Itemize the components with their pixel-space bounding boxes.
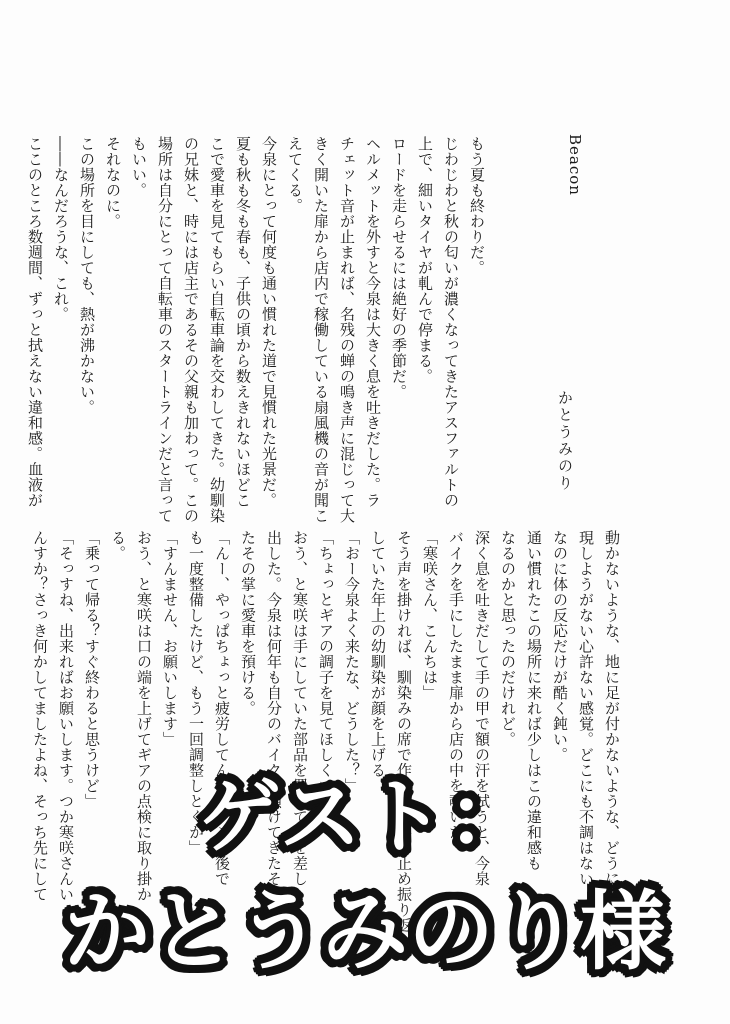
- text-line: おう、と寒咲は口の端を上げてギアの点検に取り掛か: [135, 530, 153, 902]
- text-line: なるのかと思ったのだけれど。: [499, 530, 517, 747]
- text-line: 「ちょっとギアの調子を見てほしくて」: [317, 530, 335, 809]
- text-line: 動かないような、地に足が付かないような、どうに: [603, 530, 621, 887]
- text-line: 出した。今泉は何年も自分のバイクを預けてきたそ: [265, 530, 283, 887]
- text-line: この場所を目にしても、熱が沸かない。: [78, 136, 96, 415]
- text-line: バイクを手にしたまま扉から店の中を覗いた。: [447, 530, 465, 856]
- text-line: おう、と寒咲は手にしていた部品を置いて手を差し: [291, 530, 309, 887]
- text-line: なのに体の反応だけが酷く鈍い。: [551, 530, 569, 763]
- text-line: 「すんません、お願いします」: [161, 530, 179, 747]
- guest-name: かとうみのり様: [64, 882, 666, 982]
- text-line: 上で、細いタイヤが軋んで停まる。: [416, 136, 434, 384]
- text-line: んすか？さっき何かしてましたよね、そっち先にして: [31, 530, 49, 902]
- text-line: それなのに。: [104, 136, 122, 229]
- text-line: 「そっすね、出来ればお願いします。つか寒咲さんい: [57, 530, 75, 902]
- text-line: の兄妹と、時には店主であるその父親も加わって。この: [182, 136, 200, 524]
- text-line: こで愛車を見てもらい自転車論を交わしてきた。幼馴染: [208, 136, 226, 524]
- text-line: 「寒咲さん、こんちは」: [421, 530, 439, 701]
- text-line: たその掌に愛車を預ける。: [239, 530, 257, 716]
- text-line: もう夏も終わりだ。: [468, 136, 486, 276]
- text-line: も一度整備したけど、もう一回調整しとくか」: [187, 530, 205, 856]
- text-line: 「んー、やっぱちょっと疲労してんなー。この後で: [213, 530, 231, 887]
- text-line: じわじわと秋の匂いが濃くなってきたアスファルトの: [442, 136, 460, 508]
- guest-label: ゲスト：: [198, 770, 532, 865]
- text-line: 深く息を吐きだして手の甲で額の汗を拭うと、今泉: [473, 530, 491, 887]
- text-line: チェット音が止まれば、名残の蝉の鳴き声に混じって大: [338, 136, 356, 524]
- text-line: 今泉にとって何度も通い慣れた道で見慣れた光景だ。: [260, 136, 278, 508]
- text-line: ――なんだろうな、これ。: [52, 136, 70, 322]
- text-line: きく開いた扉から店内で稼働している扇風機の音が聞こ: [312, 136, 330, 524]
- text-line: 夏も秋も冬も春も、子供の頃から数えきれないほどこ: [234, 136, 252, 508]
- story-title: Beacon: [566, 134, 584, 196]
- text-line: そう声を掛ければ、馴染みの席で作業中の手を止め振り返: [395, 530, 413, 933]
- upper-text-block: [26, 136, 490, 524]
- text-line: えてくる。: [286, 136, 304, 214]
- text-line: していた年上の幼馴染が顔を上げる。: [369, 530, 387, 794]
- text-line: る。: [109, 530, 127, 561]
- text-line: 通い慣れたこの場所に来れば少しはこの違和感も: [525, 530, 543, 871]
- text-line: ヘルメットを外すと今泉は大きく息を吐きだした。ラ: [364, 136, 382, 508]
- text-line: 場所は自分にとって自転車のスタートラインだと言って: [156, 136, 174, 524]
- text-line: 「おー今泉よく来たな、どうした？」: [343, 530, 361, 794]
- text-line: 「乗って帰る？すぐ終わると思うけど」: [83, 530, 101, 809]
- text-line: ロードを走らせるには絶好の季節だ。: [390, 136, 408, 400]
- text-line: 現しようがない心許ない感覚。どこにも不調はない: [577, 530, 595, 887]
- story-author: かとうみのり: [556, 390, 574, 492]
- text-line: もいい。: [130, 136, 148, 198]
- text-line: ここのところ数週間、ずっと拭えない違和感。血液が: [26, 136, 44, 508]
